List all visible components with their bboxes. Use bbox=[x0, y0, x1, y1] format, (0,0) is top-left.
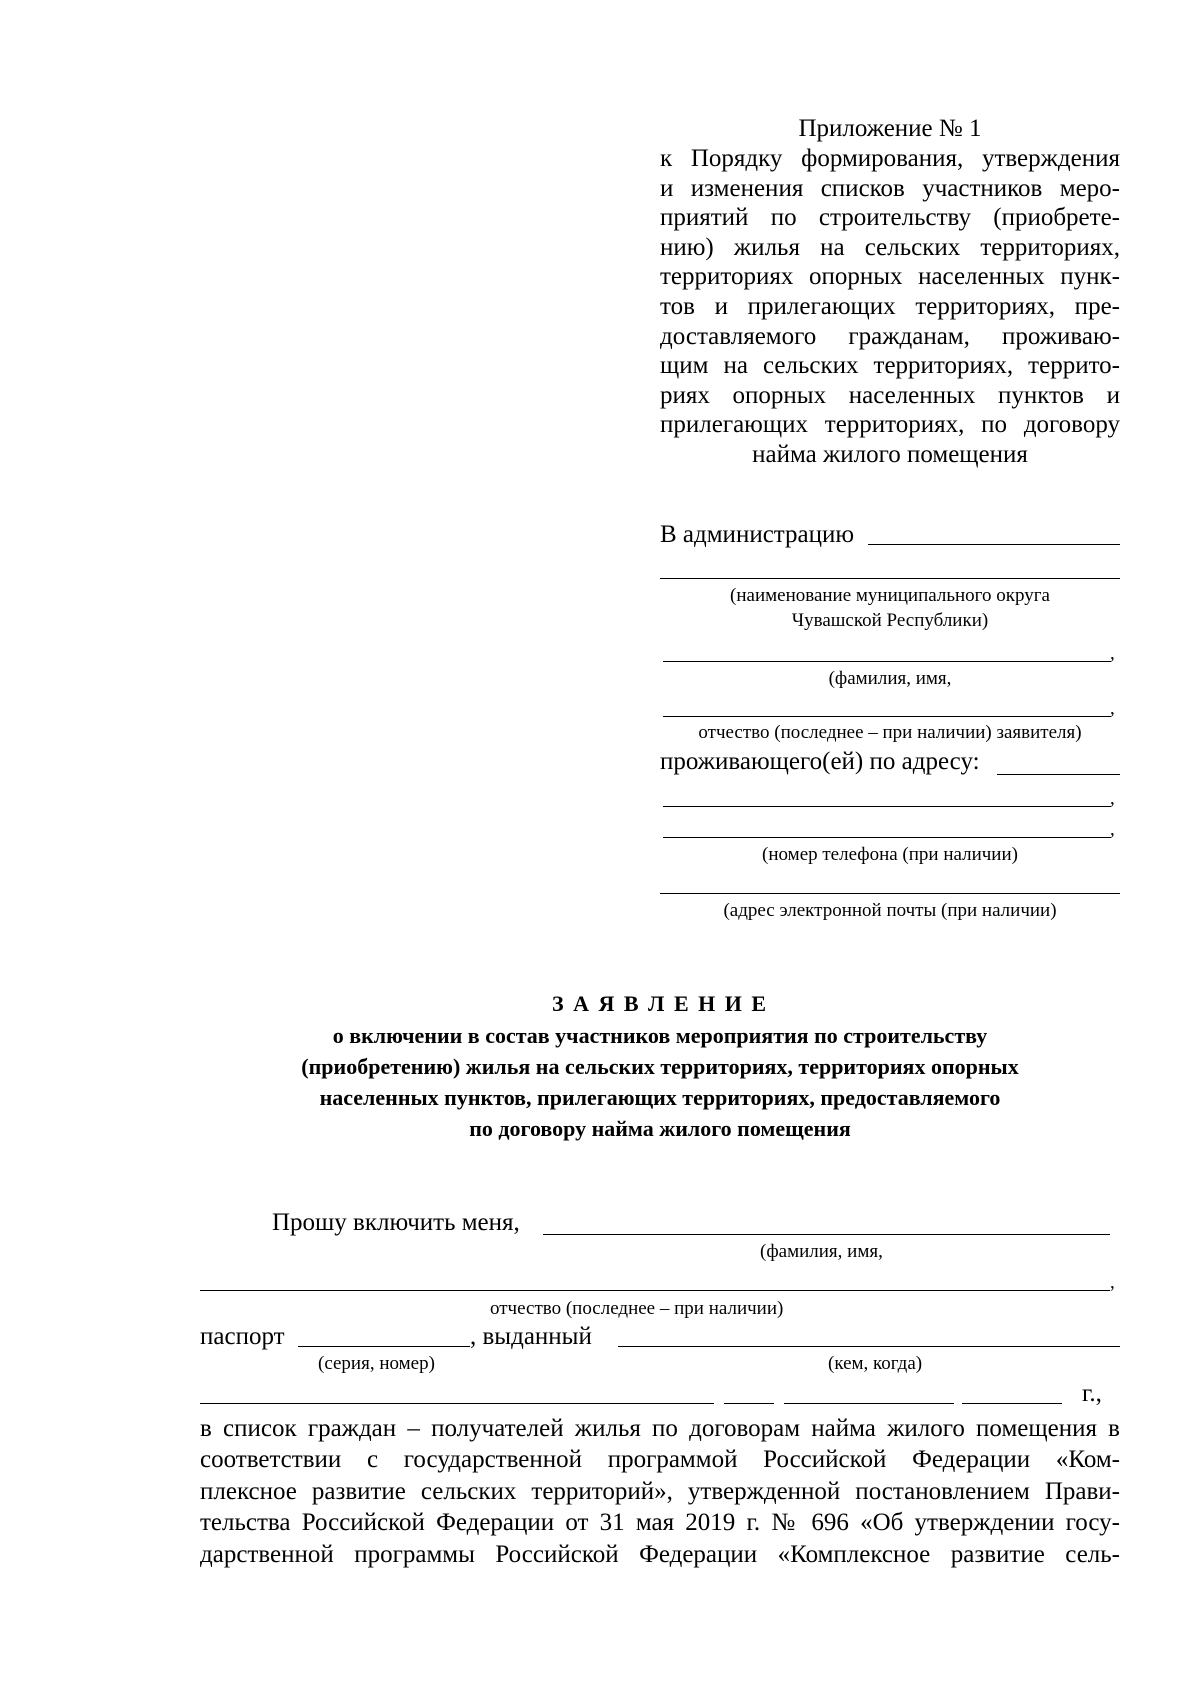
applicant-name-caption: (фамилия, имя, bbox=[828, 668, 952, 689]
date-year-blank[interactable] bbox=[962, 1403, 1062, 1404]
phone-blank[interactable] bbox=[663, 837, 1111, 838]
comma: , bbox=[1110, 698, 1115, 719]
appendix-line-last: найма жилого помещения bbox=[752, 440, 1028, 468]
email-blank[interactable] bbox=[660, 893, 1120, 894]
date-day-blank[interactable] bbox=[724, 1403, 774, 1404]
paragraph-line: соответствии с государственной программой Российской Федерации «Ком- bbox=[200, 1446, 1120, 1474]
comma: , bbox=[1110, 1272, 1115, 1293]
phone-caption: (номер телефона (при наличии) bbox=[762, 844, 1018, 865]
passport-label: паспорт bbox=[200, 1323, 285, 1350]
comma: , bbox=[1110, 643, 1115, 664]
request-paragraph bbox=[200, 1413, 1120, 1570]
subheading-line: по договору найма жилого помещения bbox=[469, 1116, 851, 1141]
paragraph-line: плексное развитие сельских территорий», утвержденной постановлением Прави- bbox=[200, 1477, 1120, 1505]
applicant-patronymic-blank[interactable] bbox=[663, 716, 1111, 717]
comma: , bbox=[1110, 819, 1115, 840]
appendix-line: к Порядку формирования, утверждения bbox=[660, 145, 1120, 172]
paragraph-line: тельства Российской Федерации от 31 мая 2019 г. № 696 «Об утверждении госу- bbox=[200, 1509, 1120, 1537]
date-month-blank[interactable] bbox=[784, 1403, 954, 1404]
municipality-caption: (наименование муниципального округа bbox=[730, 585, 1050, 606]
request-name-blank[interactable] bbox=[543, 1234, 1110, 1235]
appendix-line: и изменения списков участников меро- bbox=[660, 174, 1120, 202]
applicant-name-blank[interactable] bbox=[663, 661, 1111, 662]
appendix-line: риях опорных населенных пунктов и bbox=[660, 381, 1120, 409]
subheading-line: (приобретению) жилья на сельских территориях, территориях опорных bbox=[301, 1054, 1019, 1079]
municipality-caption-2: Чувашской Республики) bbox=[791, 610, 989, 631]
request-patronymic-blank[interactable] bbox=[200, 1290, 1110, 1291]
request-label: Прошу включить меня, bbox=[272, 1209, 520, 1236]
statement-subheading bbox=[200, 1020, 1120, 1144]
address-label: проживающего(ей) по адресу: bbox=[660, 748, 980, 775]
appendix-line: прилегающих территориях, по договору bbox=[660, 411, 1120, 439]
appendix-line: территориях опорных населенных пунк- bbox=[660, 263, 1120, 291]
appendix-line: приятий по строительству (приобрете- bbox=[660, 204, 1120, 232]
applicant-patronymic-caption: отчество (последнее – при наличии) заявителя) bbox=[698, 722, 1082, 743]
appendix-title: Приложение № 1 bbox=[798, 115, 982, 142]
appendix-line: доставляемого гражданам, проживаю- bbox=[660, 322, 1120, 350]
issued-by-blank[interactable] bbox=[618, 1346, 1120, 1347]
email-caption: (адрес электронной почты (при наличии) bbox=[723, 900, 1057, 921]
statement-heading: З А Я В Л Е Н И Е bbox=[551, 991, 769, 1016]
appendix-text bbox=[660, 144, 1120, 470]
year-suffix: г., bbox=[1082, 1380, 1102, 1407]
paragraph-line: дарственной программы Российской Федерации «Комплексное развитие сель- bbox=[200, 1540, 1120, 1568]
series-caption: (серия, номер) bbox=[318, 1353, 435, 1374]
subheading-line: населенных пунктов, прилегающих территориях, предоставляемого bbox=[319, 1085, 1001, 1110]
request-name-caption: (фамилия, имя, bbox=[760, 1241, 883, 1262]
address-blank-1[interactable] bbox=[997, 774, 1120, 775]
appendix-line: тов и прилегающих территориях, пре- bbox=[660, 292, 1120, 320]
address-blank-2[interactable] bbox=[663, 806, 1111, 807]
to-administration-label: В администрацию bbox=[660, 521, 855, 548]
municipality-blank[interactable] bbox=[660, 578, 1120, 579]
appendix-line: щим на сельских территориях, террито- bbox=[660, 352, 1120, 380]
administration-blank[interactable] bbox=[868, 544, 1120, 545]
subheading-line: о включении в состав участников мероприятия по строительству bbox=[332, 1023, 988, 1048]
request-patronymic-caption: отчество (последнее – при наличии) bbox=[490, 1298, 784, 1319]
comma: , bbox=[1110, 788, 1115, 809]
issued-label: , выданный bbox=[470, 1323, 592, 1350]
paragraph-line: в список граждан – получателей жилья по договорам найма жилого помещения в bbox=[200, 1415, 1120, 1442]
appendix-line: нию) жилья на сельских территориях, bbox=[660, 233, 1120, 261]
issued-by-continued-blank[interactable] bbox=[200, 1403, 714, 1404]
issued-by-caption: (кем, когда) bbox=[828, 1353, 923, 1374]
passport-series-blank[interactable] bbox=[298, 1346, 470, 1347]
